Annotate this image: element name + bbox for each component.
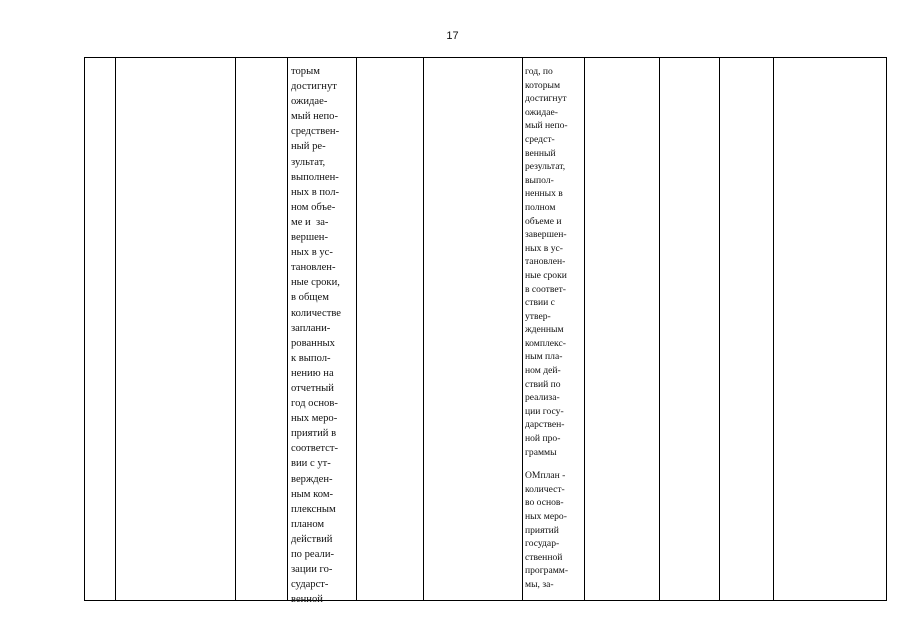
cell-text-line: отчетный [291, 382, 334, 394]
cell-text-line: ствии с [525, 297, 555, 309]
cell-text-line: зультат, [291, 156, 326, 168]
cell-text-line: в общем [291, 292, 329, 304]
column-divider [115, 58, 116, 600]
cell-text-line: во основ- [525, 497, 564, 509]
cell-text-line: выполнен- [291, 171, 339, 183]
indicator-description-cell [291, 64, 341, 607]
cell-text-line: выпол- [525, 174, 554, 186]
cell-text-line: ные сроки [525, 269, 567, 281]
cell-text-line: ным ком- [291, 488, 334, 500]
cell-text-line: рованных [291, 337, 335, 349]
cell-text-line: мый непо- [291, 111, 339, 123]
cell-text-line: планом [291, 518, 325, 530]
cell-text-line: граммы [525, 446, 557, 458]
column-divider [235, 58, 236, 600]
cell-text-line: вершен- [291, 232, 328, 244]
cell-text-line: год, по [525, 66, 553, 77]
cell-text-line: комплекс- [525, 337, 566, 349]
cell-text-line: достигнут [525, 93, 567, 105]
cell-text-line: приятий [525, 524, 559, 536]
formula-description-cell [525, 65, 568, 592]
cell-text-line: ожидае- [525, 106, 558, 118]
cell-text-line: мый непо- [525, 120, 568, 132]
column-divider [773, 58, 774, 600]
cell-text-line: ных в пол- [291, 186, 340, 198]
cell-text-line: соответст- [291, 443, 339, 455]
cell-text-line: ственной [525, 551, 563, 563]
cell-text-line: вии с ут- [291, 458, 331, 470]
page-number: 17 [446, 30, 459, 42]
cell-text-line: ОМплан - [525, 470, 566, 482]
cell-text-line: приятий в [291, 428, 337, 440]
column-divider [719, 58, 720, 600]
cell-text-line: ме и за- [291, 216, 329, 228]
cell-text-line: которым [525, 79, 561, 91]
cell-text-line: вержден- [291, 473, 333, 485]
cell-text-line: тановлен- [291, 262, 336, 274]
cell-text-line: ных в ус- [291, 247, 333, 259]
cell-text-line: количест- [525, 483, 565, 495]
cell-text-line: ных меро- [291, 413, 338, 425]
cell-text-line: полном [525, 201, 556, 213]
cell-text-line: в соответ- [525, 283, 566, 295]
cell-text-line: жденным [525, 324, 564, 336]
cell-text-line: ной про- [525, 433, 561, 445]
cell-text-line: количестве [291, 307, 341, 319]
cell-text-line: ожидае- [291, 96, 328, 108]
data-table [84, 57, 887, 606]
column-divider [659, 58, 660, 600]
cell-text-line: венный [525, 147, 556, 159]
cell-text-line: ных в ус- [525, 242, 563, 254]
cell-text-line: год основ- [291, 398, 338, 410]
paragraph-gap [525, 459, 568, 469]
cell-text-line: ном дей- [525, 365, 561, 377]
column-divider [522, 58, 523, 600]
cell-text-line: по реали- [291, 549, 335, 560]
cell-text-line: достигнут [291, 81, 337, 93]
cell-text-line: реализа- [525, 392, 560, 404]
cell-text-line: средст- [525, 133, 555, 145]
column-divider [584, 58, 585, 600]
cell-text-line: торым [291, 66, 320, 77]
cell-text-line: ным пла- [525, 351, 563, 363]
cell-text-line: ненных в [525, 188, 563, 200]
cell-text-line: ный ре- [291, 141, 326, 153]
column-divider [287, 58, 288, 600]
cell-text-line: государ- [525, 538, 560, 550]
cell-text-line: тановлен- [525, 256, 566, 268]
cell-text-line: мы, за- [525, 578, 554, 590]
cell-text-line: ном объе- [291, 201, 336, 213]
cell-text-line: утвер- [525, 310, 551, 322]
column-divider [356, 58, 357, 600]
cell-text-line: ствий по [525, 378, 561, 390]
cell-text-line: программ- [525, 565, 569, 577]
cell-text-line: зации го- [291, 564, 333, 576]
cell-text-line: заплани- [291, 322, 331, 334]
cell-text-line: дарствен- [525, 419, 565, 431]
column-divider [423, 58, 424, 600]
cell-text-line: завершен- [525, 229, 567, 241]
cell-text-line: венной [291, 594, 323, 606]
cell-text-line: действий [291, 533, 333, 545]
cell-text-line: объеме и [525, 215, 562, 227]
cell-text-line: ные сроки, [291, 277, 340, 289]
cell-text-line: средствен- [291, 126, 340, 138]
cell-text-line: сударст- [291, 579, 329, 591]
cell-text-line: результат, [525, 161, 566, 173]
cell-text-line: к выпол- [291, 352, 331, 364]
cell-text-line: ных меро- [525, 511, 567, 522]
cell-text-line: ции госу- [525, 405, 564, 417]
cell-text-line: нению на [291, 367, 334, 379]
cell-text-line: плексным [291, 503, 336, 515]
